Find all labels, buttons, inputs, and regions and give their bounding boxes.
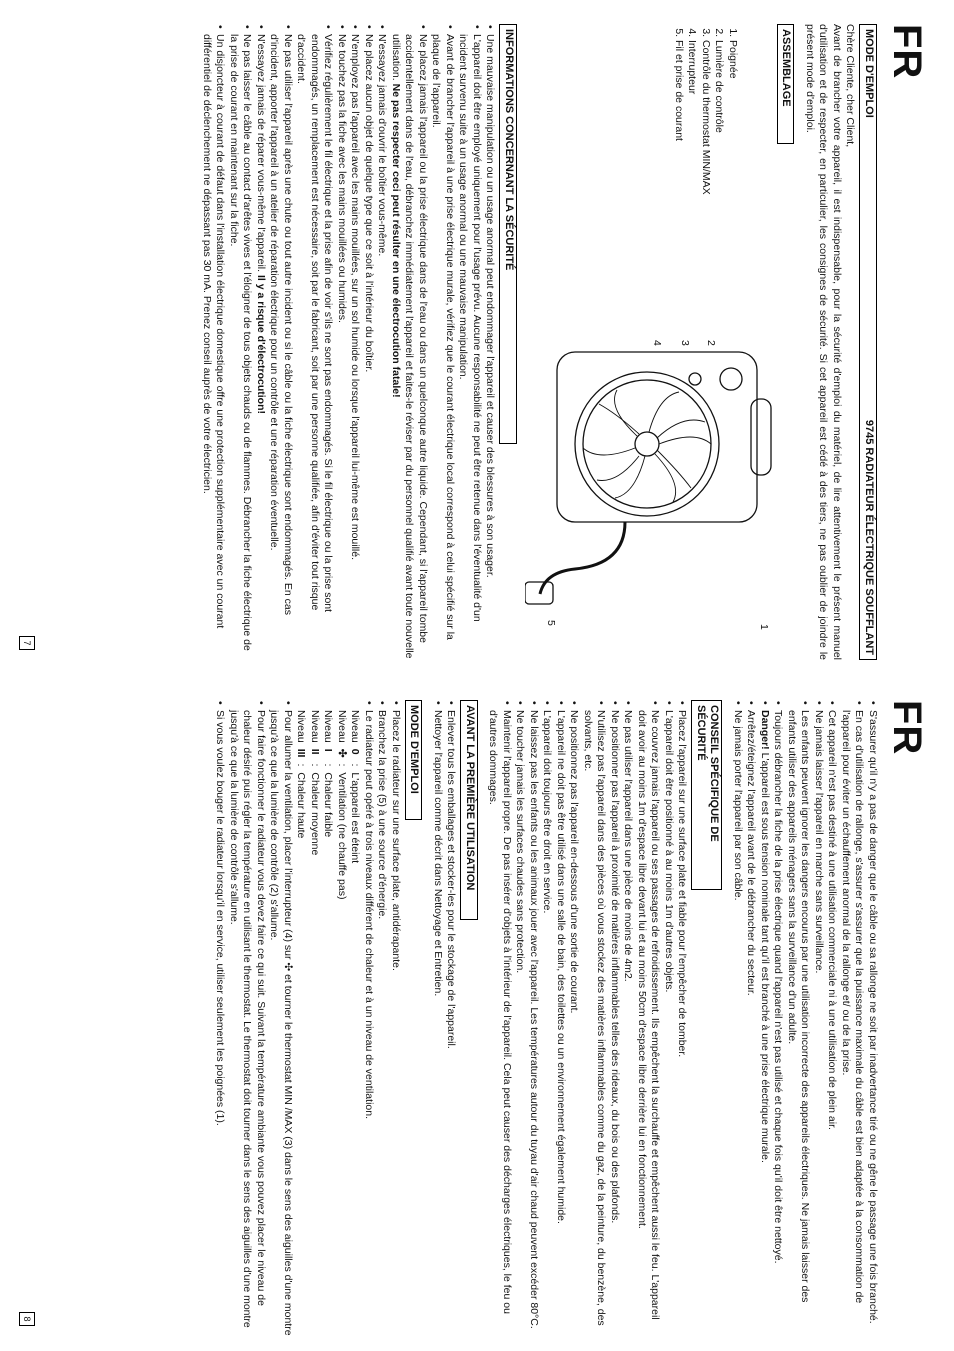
intro-paragraph: Avant de brancher votre appareil, il est indispensable, pour la sécurité d'emploi du matériel, de lire attentivement le présent manuel d'utilisation et de respecter, en particulier, les consignes de sécurité. Si cet appareil est cédé à des tiers, ne pas oublier de joindre le présent mode d'emploi. <box>804 24 843 660</box>
list-item: • Ne pas laisser le câble au contact d'arêtes vives et l'éloigner de tous objets chauds ou de flammes. Débrancher la fiche électrique de la prise de courant en maintenant sur la fiche. <box>227 34 254 660</box>
bold-warning: Il y a risque d'électrocution! <box>255 274 267 414</box>
list-item: • Ne laissez pas les enfants ou les animaux jouer avec l'appareil. Les températures autour du tuyau d'air chaud peuvent excéder 80°C. <box>527 710 541 1336</box>
list-item: • N'utilisez pas l'appareil dans des pièces où vous stockez des matières inflammables comme du gaz, de la peinture, du benzène, des solvants, etc. <box>581 710 608 1336</box>
callout-4: 4 <box>651 340 663 346</box>
intro-column <box>777 24 877 660</box>
right-column <box>213 700 879 1336</box>
list-item: • Avant de brancher l'appareil à une prise électrique murale, vérifiez que le courant électrique local correspond à celui spécifié sur la plaque de l'appareil. <box>429 34 456 660</box>
list-item: • Ne positionnez pas l'appareil en-dessous d'une sortie de courant. <box>567 710 581 1336</box>
callout-5: 5 <box>545 620 557 626</box>
list-item: • Le radiateur peut opéré à trois niveaux différent de chaleur et à un niveau de ventilation. <box>362 710 376 1336</box>
part-item: 1. Poignée <box>726 40 740 260</box>
heater-body <box>525 352 771 604</box>
list-item: • Cet appareil n'est pas destiné à une utilisation commerciale ni à une utilisation de plein air. <box>825 710 839 1336</box>
list-item: • Un disjoncteur à courant de défaut dans l'installation électrique domestique offre une protection supplémentaire avec un courant différentiel de déclenchement ne dépassant pas 30 mA. Prenez conseil auprès de votre électricien. <box>200 34 227 660</box>
first-use-header: AVANT LA PREMIÈRE UTILISATION <box>461 700 479 920</box>
list-item: • N'employez pas l'appareil avec les mains mouillées, sur un sol humide ou lorsque l'appareil lui-même est mouillé. <box>348 34 362 660</box>
mode-list-2 <box>213 700 294 1336</box>
part-item: 4. Interrupteur <box>685 40 699 260</box>
bold-warning: Ne pas respecter ceci peut résulter en une électrocution fatale! <box>390 83 402 398</box>
page-number: 7 <box>19 636 35 650</box>
levels-table <box>294 710 362 905</box>
list-item: • S'assurer qu'il n'y a pas de danger que le câble ou sa rallonge ne soit par inadvertance tiré ou ne gêne le passage une fois branché. <box>866 710 880 1336</box>
list-item: • Placez le radiateur sur une surface plate, antidérapante. <box>389 710 403 1336</box>
fan-blades <box>583 390 711 502</box>
specific-safety-list <box>486 700 689 1336</box>
mode-header: MODE D'EMPLOI <box>405 700 423 820</box>
level-row: Niveau ✣ : Ventilation (ne chauffe pas) <box>336 710 348 900</box>
specific-safety-header: CONSEIL SPÉCIFIQUE DE SÉCURITÉ <box>692 700 723 890</box>
list-item: • Pour faire fonctionner le radiateur vous devez faire ce qui suit. Suivant la température ambiante vous pouvez placer le niveau de chaleur désiré puis régler la température en utilisant le thermostat. Le thermostat doit tourner dans le sens des aiguilles d'une montre jusqu'à ce que la lumière de contrôle s'allume. <box>227 710 268 1336</box>
list-item: • Ne toucher jamais les surfaces chaudes sans protection. <box>513 710 527 1336</box>
list-item: • Branchez la prise (5) à une source d'énergie. <box>375 710 389 1336</box>
list-item: • Ne couvrez jamais l'appareil ou ses passages de refroidissement. Ils empêchent la surchauffe et empêchent aussi le feu. L'appareil doit avoir au moins 1m d'espace libre devant lui et au moins 50cm d'espace libre derrière lui en fonctionnement. <box>635 710 662 1336</box>
part-item: 2. Lumière de contrôle <box>712 40 726 260</box>
greeting: Chère Cliente, cher Client, <box>844 24 857 148</box>
page-8 <box>0 700 935 1345</box>
manual-header: MODE D'EMPLOI 9745 RADIATEUR ÉLECTRIQUE SOUFFLANT <box>860 24 878 660</box>
heater-illustration <box>525 344 775 624</box>
page-7 <box>0 24 935 669</box>
list-item: • Ne placez aucun objet de quelque type que ce soit à l'intérieur du boîtier. <box>362 34 376 660</box>
list-item: • Ne pas utiliser l'appareil dans une pièce de moins de 4m2. <box>621 710 635 1336</box>
first-use-list <box>431 700 458 1336</box>
level-row: Niveau II : Chaleur moyenne <box>309 710 321 856</box>
callout-2: 2 <box>705 340 717 346</box>
list-item: • Ne placez jamais l'appareil ou la prise électrique dans de l'eau ou dans un quelconque autre liquide. Cependant, si l'appareil tombe accidentellement dans de l'eau, débranchez immédiatement l'appareil et faites-le réviser par du personnel qualifié avant toute nouvelle utilisation. Ne pas respecter ceci peut résulter en une électrocution fatale! <box>389 34 430 660</box>
list-item: • Ne touchez pas la fiche avec les mains mouillées ou humides. <box>335 34 349 660</box>
list-item: • Maintenir l'appareil propre. De pas insérer d'objets à l'intérieur de l'appareil. Cela peut causer des décharges électriques, le feu ou d'autres dommages. <box>486 710 513 1336</box>
assemblage-header: ASSEMBLAGE <box>777 24 795 144</box>
list-item: • N'essayez jamais d'ouvrir le boîtier vous-même. <box>375 34 389 660</box>
part-item: 5. Fil et prise de courant <box>672 40 686 260</box>
list-item: • Nettoyer l'appareil comme décrit dans Nettoyage et Entretien. <box>431 710 445 1336</box>
safety-section <box>200 24 518 660</box>
parts-list <box>672 24 740 260</box>
list-item: • Ne pas utiliser l'appareil après une chute ou tout autre incident ou si le câble ou la fiche électrique sont endommagés. En cas d'incident, apporter l'appareil à un atelier de réparation électrique pour un contrôle et une réparation éventuelle. <box>267 34 294 660</box>
general-safety-list <box>731 700 880 1336</box>
part-item: 3. Contrôle du thermostat MIN/MAX <box>699 40 713 260</box>
list-item: • Pour allumer la ventilation, placer l'interrupteur (4) sur ✣ et tourner le thermostat MIN /MAX (3) dans le sens des aiguilles d'une montre jusqu'à ce que la lumière de contrôle (2) s'allume. <box>267 710 294 1336</box>
list-item: • En cas d'utilisation de rallonge, s'assurer s'assurer que la puissance maximale du câble est bien adaptée à la consommation de l'appareil pour éviter un échauffement anormal de la rallonge et/ ou de la prise. <box>839 710 866 1336</box>
danger-label: Danger! <box>759 710 771 750</box>
list-item: • Danger! L'appareil est sous tension nominale tant qu'il est branché à une prise électrique murale. <box>758 710 772 1336</box>
list-item: • Ne positionner pas l'appareil à proximité de matières inflammables telles des rideaux, du bois ou des plafonds. <box>608 710 622 1336</box>
level-row: Niveau 0 : L'appareil est éteint <box>349 710 362 864</box>
safety-list <box>200 24 497 660</box>
callout-1: 1 <box>758 624 770 630</box>
level-row: Niveau III : Chaleur haute <box>295 710 308 839</box>
list-item: • Si vous voulez bouger le radiateur lorsqu'il en service, utiliser seulement les poignées (1). <box>213 710 227 1336</box>
list-item: • N'essayez jamais de réparer vous-même l'appareil. Il y a risque d'électrocution! <box>254 34 268 660</box>
list-item: • Toujours débrancher la fiche de la prise électrique quand l'appareil n'est pas utilisé et chaque fois qu'il doit être nettoyé. <box>771 710 785 1336</box>
list-item: • L'appareil doit être positionné à au moins 1m d'autres objets. <box>662 710 676 1336</box>
mode-list <box>362 700 403 1336</box>
safety-header: INFORMATIONS CONCERNANT LA SÉCURITÉ <box>500 24 518 444</box>
language-label: FR <box>885 700 929 756</box>
callout-3: 3 <box>679 340 691 346</box>
list-item: • Ne jamais laisser l'appareil en marche sans surveillance. <box>812 710 826 1336</box>
list-item: • Enlever tous les emballages et stocker-les pour le stockage de l'appareil. <box>444 710 458 1336</box>
list-item: • L'appareil doit toujours être droit en service. <box>540 710 554 1336</box>
fan-icon: ✣ <box>336 748 348 758</box>
list-item: • Les enfants peuvent ignorer les dangers encourus par une utilisation incorrecte des appareils électriques. Ne jamais laisser des enfants utiliser des appareils ménagers sans la surveillance d'un adulte. <box>785 710 812 1336</box>
list-item: • Arrêtez/éteignez l'appareil avant de le débrancher du secteur. <box>744 710 758 1336</box>
list-item: • Ne jamais porter l'appareil par son câble. <box>731 710 745 1336</box>
level-row: Niveau I : Chaleur faible <box>322 710 335 838</box>
list-item: • Une mauvaise manipulation ou un usage anormal peut endommager l'appareil et causer des blessures à son usager. <box>483 34 497 660</box>
language-label: FR <box>885 24 929 80</box>
list-item: • Vérifiez régulièrement le fil électrique et la prise afin de voir s'ils ne sont pas endommagés. Si le fil électrique ou la prise sont endommagés, un remplacement est nécessaire, soit par le fabricant, soit par une personne qualifiée, afin d'éviter tout risque d'accident. <box>294 34 335 660</box>
list-item: • Placez l'appareil sur une surface plate et fiable pour l'empêcher de tomber. <box>675 710 689 1336</box>
list-item: • L'appareil doit être employé uniquement pour l'usage prévu. Aucune responsabilité ne peut être retenue dans l'éventualité d'un incident survenu suite à un usage anormal ou une mauvaise manipulation. <box>456 34 483 660</box>
list-item: • L'appareil ne doit pas être utilisé dans une salle de bain, des toilettes ou un environnement également humide. <box>554 710 568 1336</box>
page-number: 8 <box>19 1312 35 1326</box>
